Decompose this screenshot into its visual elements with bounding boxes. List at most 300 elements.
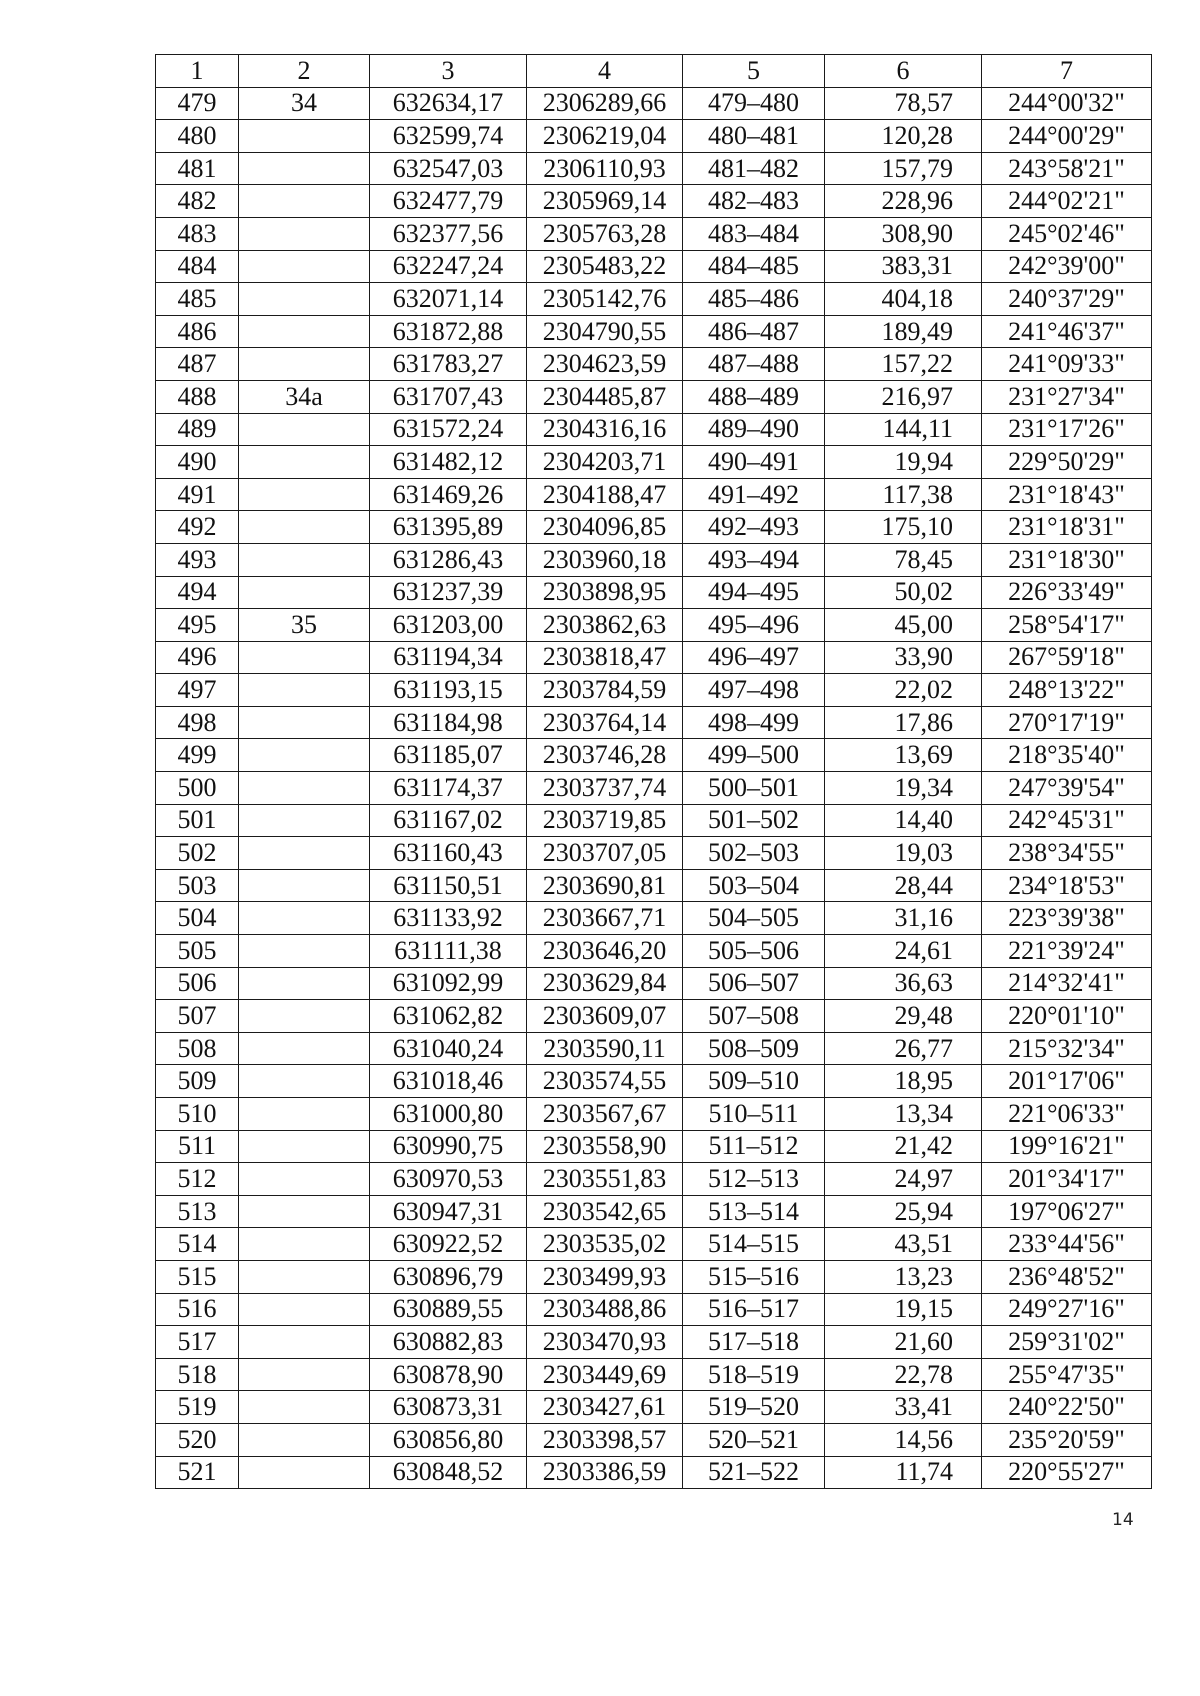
table-header-row	[156, 55, 1152, 88]
table-row	[156, 1032, 1152, 1065]
point-number-cell: 521	[156, 1456, 239, 1489]
y-coordinate-cell: 2304188,47	[527, 478, 683, 511]
bearing-cell: 248°13'22"	[982, 674, 1152, 707]
x-coordinate-cell: 631184,98	[370, 706, 527, 739]
table-row	[156, 152, 1152, 185]
table-row	[156, 1293, 1152, 1326]
table-row	[156, 609, 1152, 642]
bearing-cell: 220°55'27"	[982, 1456, 1152, 1489]
y-coordinate-cell: 2303707,05	[527, 837, 683, 870]
length-cell: 22,78	[825, 1358, 982, 1391]
length-cell: 25,94	[825, 1195, 982, 1228]
length-cell: 22,02	[825, 674, 982, 707]
page-number: 14	[1112, 1510, 1134, 1530]
bearing-cell: 241°09'33"	[982, 348, 1152, 381]
length-cell: 14,40	[825, 804, 982, 837]
y-coordinate-cell: 2303746,28	[527, 739, 683, 772]
bearing-cell: 255°47'35"	[982, 1358, 1152, 1391]
segment-cell: 504–505	[683, 902, 825, 935]
y-coordinate-cell: 2303719,85	[527, 804, 683, 837]
length-cell: 117,38	[825, 478, 982, 511]
bearing-cell: 240°22'50"	[982, 1391, 1152, 1424]
y-coordinate-cell: 2303862,63	[527, 609, 683, 642]
length-cell: 24,97	[825, 1163, 982, 1196]
length-cell: 19,03	[825, 837, 982, 870]
x-coordinate-cell: 632634,17	[370, 87, 527, 120]
y-coordinate-cell: 2304485,87	[527, 380, 683, 413]
y-coordinate-cell: 2303470,93	[527, 1326, 683, 1359]
segment-cell: 492–493	[683, 511, 825, 544]
header-cell-4: 4	[527, 55, 683, 88]
point-number-cell: 495	[156, 609, 239, 642]
table-row	[156, 739, 1152, 772]
x-coordinate-cell: 631193,15	[370, 674, 527, 707]
bearing-cell: 231°18'43"	[982, 478, 1152, 511]
table-row	[156, 413, 1152, 446]
bearing-cell: 215°32'34"	[982, 1032, 1152, 1065]
length-cell: 31,16	[825, 902, 982, 935]
section-number-cell	[239, 315, 370, 348]
point-number-cell: 485	[156, 283, 239, 316]
bearing-cell: 231°18'31"	[982, 511, 1152, 544]
length-cell: 29,48	[825, 1000, 982, 1033]
bearing-cell: 241°46'37"	[982, 315, 1152, 348]
point-number-cell: 487	[156, 348, 239, 381]
table-row	[156, 576, 1152, 609]
length-cell: 228,96	[825, 185, 982, 218]
bearing-cell: 245°02'46"	[982, 217, 1152, 250]
x-coordinate-cell: 632071,14	[370, 283, 527, 316]
y-coordinate-cell: 2304096,85	[527, 511, 683, 544]
point-number-cell: 516	[156, 1293, 239, 1326]
segment-cell: 501–502	[683, 804, 825, 837]
y-coordinate-cell: 2303567,67	[527, 1098, 683, 1131]
bearing-cell: 221°39'24"	[982, 935, 1152, 968]
header-cell-7: 7	[982, 55, 1152, 88]
point-number-cell: 482	[156, 185, 239, 218]
x-coordinate-cell: 631469,26	[370, 478, 527, 511]
y-coordinate-cell: 2305763,28	[527, 217, 683, 250]
segment-cell: 514–515	[683, 1228, 825, 1261]
length-cell: 19,34	[825, 772, 982, 805]
segment-cell: 520–521	[683, 1423, 825, 1456]
x-coordinate-cell: 631783,27	[370, 348, 527, 381]
x-coordinate-cell: 630889,55	[370, 1293, 527, 1326]
x-coordinate-cell: 630947,31	[370, 1195, 527, 1228]
section-number-cell	[239, 576, 370, 609]
segment-cell: 507–508	[683, 1000, 825, 1033]
segment-cell: 499–500	[683, 739, 825, 772]
segment-cell: 491–492	[683, 478, 825, 511]
x-coordinate-cell: 631062,82	[370, 1000, 527, 1033]
point-number-cell: 512	[156, 1163, 239, 1196]
segment-cell: 488–489	[683, 380, 825, 413]
table-row	[156, 967, 1152, 1000]
table-row	[156, 1098, 1152, 1131]
header-cell-5: 5	[683, 55, 825, 88]
segment-cell: 495–496	[683, 609, 825, 642]
point-number-cell: 507	[156, 1000, 239, 1033]
section-number-cell	[239, 1260, 370, 1293]
section-number-cell	[239, 1163, 370, 1196]
bearing-cell: 238°34'55"	[982, 837, 1152, 870]
segment-cell: 517–518	[683, 1326, 825, 1359]
point-number-cell: 515	[156, 1260, 239, 1293]
segment-cell: 486–487	[683, 315, 825, 348]
section-number-cell	[239, 1195, 370, 1228]
header-cell-3: 3	[370, 55, 527, 88]
section-number-cell	[239, 446, 370, 479]
section-number-cell	[239, 120, 370, 153]
table-row	[156, 1000, 1152, 1033]
section-number-cell	[239, 869, 370, 902]
y-coordinate-cell: 2303590,11	[527, 1032, 683, 1065]
length-cell: 33,41	[825, 1391, 982, 1424]
x-coordinate-cell: 630896,79	[370, 1260, 527, 1293]
x-coordinate-cell: 630922,52	[370, 1228, 527, 1261]
table-body	[156, 55, 1152, 1489]
section-number-cell	[239, 772, 370, 805]
section-number-cell	[239, 739, 370, 772]
x-coordinate-cell: 630848,52	[370, 1456, 527, 1489]
point-number-cell: 493	[156, 543, 239, 576]
y-coordinate-cell: 2303449,69	[527, 1358, 683, 1391]
table-row	[156, 120, 1152, 153]
length-cell: 17,86	[825, 706, 982, 739]
section-number-cell	[239, 1423, 370, 1456]
section-number-cell	[239, 641, 370, 674]
section-number-cell	[239, 1065, 370, 1098]
segment-cell: 496–497	[683, 641, 825, 674]
y-coordinate-cell: 2303898,95	[527, 576, 683, 609]
segment-cell: 487–488	[683, 348, 825, 381]
table-row	[156, 641, 1152, 674]
point-number-cell: 506	[156, 967, 239, 1000]
y-coordinate-cell: 2306110,93	[527, 152, 683, 185]
header-cell-2: 2	[239, 55, 370, 88]
x-coordinate-cell: 631286,43	[370, 543, 527, 576]
length-cell: 11,74	[825, 1456, 982, 1489]
section-number-cell	[239, 478, 370, 511]
length-cell: 120,28	[825, 120, 982, 153]
segment-cell: 490–491	[683, 446, 825, 479]
section-number-cell: 35	[239, 609, 370, 642]
bearing-cell: 267°59'18"	[982, 641, 1152, 674]
length-cell: 216,97	[825, 380, 982, 413]
table-row	[156, 902, 1152, 935]
x-coordinate-cell: 630990,75	[370, 1130, 527, 1163]
section-number-cell	[239, 1000, 370, 1033]
section-number-cell	[239, 185, 370, 218]
point-number-cell: 492	[156, 511, 239, 544]
length-cell: 189,49	[825, 315, 982, 348]
segment-cell: 480–481	[683, 120, 825, 153]
table-row	[156, 804, 1152, 837]
bearing-cell: 244°00'29"	[982, 120, 1152, 153]
point-number-cell: 504	[156, 902, 239, 935]
y-coordinate-cell: 2303386,59	[527, 1456, 683, 1489]
bearing-cell: 231°17'26"	[982, 413, 1152, 446]
point-number-cell: 510	[156, 1098, 239, 1131]
x-coordinate-cell: 631203,00	[370, 609, 527, 642]
bearing-cell: 235°20'59"	[982, 1423, 1152, 1456]
segment-cell: 481–482	[683, 152, 825, 185]
x-coordinate-cell: 630878,90	[370, 1358, 527, 1391]
point-number-cell: 501	[156, 804, 239, 837]
segment-cell: 509–510	[683, 1065, 825, 1098]
point-number-cell: 489	[156, 413, 239, 446]
length-cell: 33,90	[825, 641, 982, 674]
segment-cell: 515–516	[683, 1260, 825, 1293]
y-coordinate-cell: 2303960,18	[527, 543, 683, 576]
table-row	[156, 1065, 1152, 1098]
bearing-cell: 270°17'19"	[982, 706, 1152, 739]
x-coordinate-cell: 632377,56	[370, 217, 527, 250]
y-coordinate-cell: 2303499,93	[527, 1260, 683, 1293]
point-number-cell: 513	[156, 1195, 239, 1228]
segment-cell: 521–522	[683, 1456, 825, 1489]
table-row	[156, 283, 1152, 316]
point-number-cell: 496	[156, 641, 239, 674]
table-row	[156, 87, 1152, 120]
bearing-cell: 226°33'49"	[982, 576, 1152, 609]
length-cell: 157,22	[825, 348, 982, 381]
length-cell: 21,42	[825, 1130, 982, 1163]
section-number-cell	[239, 1456, 370, 1489]
segment-cell: 494–495	[683, 576, 825, 609]
length-cell: 78,45	[825, 543, 982, 576]
point-number-cell: 520	[156, 1423, 239, 1456]
bearing-cell: 231°18'30"	[982, 543, 1152, 576]
x-coordinate-cell: 631040,24	[370, 1032, 527, 1065]
length-cell: 24,61	[825, 935, 982, 968]
bearing-cell: 201°17'06"	[982, 1065, 1152, 1098]
bearing-cell: 244°00'32"	[982, 87, 1152, 120]
segment-cell: 508–509	[683, 1032, 825, 1065]
table-row	[156, 1163, 1152, 1196]
x-coordinate-cell: 632599,74	[370, 120, 527, 153]
point-number-cell: 480	[156, 120, 239, 153]
y-coordinate-cell: 2303784,59	[527, 674, 683, 707]
segment-cell: 484–485	[683, 250, 825, 283]
length-cell: 13,34	[825, 1098, 982, 1131]
length-cell: 144,11	[825, 413, 982, 446]
segment-cell: 502–503	[683, 837, 825, 870]
segment-cell: 485–486	[683, 283, 825, 316]
length-cell: 36,63	[825, 967, 982, 1000]
bearing-cell: 234°18'53"	[982, 869, 1152, 902]
table-row	[156, 935, 1152, 968]
point-number-cell: 491	[156, 478, 239, 511]
bearing-cell: 199°16'21"	[982, 1130, 1152, 1163]
x-coordinate-cell: 630970,53	[370, 1163, 527, 1196]
section-number-cell	[239, 1326, 370, 1359]
segment-cell: 513–514	[683, 1195, 825, 1228]
table-row	[156, 1456, 1152, 1489]
section-number-cell	[239, 543, 370, 576]
segment-cell: 483–484	[683, 217, 825, 250]
segment-cell: 498–499	[683, 706, 825, 739]
bearing-cell: 244°02'21"	[982, 185, 1152, 218]
length-cell: 19,94	[825, 446, 982, 479]
bearing-cell: 236°48'52"	[982, 1260, 1152, 1293]
x-coordinate-cell: 630873,31	[370, 1391, 527, 1424]
section-number-cell	[239, 348, 370, 381]
x-coordinate-cell: 631572,24	[370, 413, 527, 446]
section-number-cell	[239, 250, 370, 283]
section-number-cell	[239, 217, 370, 250]
length-cell: 308,90	[825, 217, 982, 250]
table-row	[156, 1358, 1152, 1391]
point-number-cell: 497	[156, 674, 239, 707]
point-number-cell: 499	[156, 739, 239, 772]
point-number-cell: 514	[156, 1228, 239, 1261]
table-row	[156, 772, 1152, 805]
length-cell: 43,51	[825, 1228, 982, 1261]
table-row	[156, 1195, 1152, 1228]
bearing-cell: 240°37'29"	[982, 283, 1152, 316]
section-number-cell	[239, 1098, 370, 1131]
length-cell: 404,18	[825, 283, 982, 316]
x-coordinate-cell: 631150,51	[370, 869, 527, 902]
section-number-cell: 34	[239, 87, 370, 120]
bearing-cell: 258°54'17"	[982, 609, 1152, 642]
point-number-cell: 511	[156, 1130, 239, 1163]
y-coordinate-cell: 2305969,14	[527, 185, 683, 218]
bearing-cell: 197°06'27"	[982, 1195, 1152, 1228]
segment-cell: 479–480	[683, 87, 825, 120]
point-number-cell: 498	[156, 706, 239, 739]
x-coordinate-cell: 631167,02	[370, 804, 527, 837]
point-number-cell: 509	[156, 1065, 239, 1098]
length-cell: 13,69	[825, 739, 982, 772]
x-coordinate-cell: 631395,89	[370, 511, 527, 544]
y-coordinate-cell: 2303690,81	[527, 869, 683, 902]
y-coordinate-cell: 2303609,07	[527, 1000, 683, 1033]
x-coordinate-cell: 631872,88	[370, 315, 527, 348]
section-number-cell	[239, 1391, 370, 1424]
x-coordinate-cell: 632547,03	[370, 152, 527, 185]
table-row	[156, 315, 1152, 348]
x-coordinate-cell: 631111,38	[370, 935, 527, 968]
bearing-cell: 242°45'31"	[982, 804, 1152, 837]
segment-cell: 506–507	[683, 967, 825, 1000]
point-number-cell: 490	[156, 446, 239, 479]
point-number-cell: 517	[156, 1326, 239, 1359]
x-coordinate-cell: 631000,80	[370, 1098, 527, 1131]
point-number-cell: 502	[156, 837, 239, 870]
y-coordinate-cell: 2304790,55	[527, 315, 683, 348]
section-number-cell	[239, 967, 370, 1000]
y-coordinate-cell: 2306289,66	[527, 87, 683, 120]
y-coordinate-cell: 2303542,65	[527, 1195, 683, 1228]
bearing-cell: 233°44'56"	[982, 1228, 1152, 1261]
length-cell: 13,23	[825, 1260, 982, 1293]
y-coordinate-cell: 2305142,76	[527, 283, 683, 316]
table-row	[156, 511, 1152, 544]
section-number-cell	[239, 674, 370, 707]
x-coordinate-cell: 632247,24	[370, 250, 527, 283]
segment-cell: 512–513	[683, 1163, 825, 1196]
y-coordinate-cell: 2303427,61	[527, 1391, 683, 1424]
y-coordinate-cell: 2305483,22	[527, 250, 683, 283]
table-row	[156, 1423, 1152, 1456]
point-number-cell: 483	[156, 217, 239, 250]
y-coordinate-cell: 2304316,16	[527, 413, 683, 446]
section-number-cell	[239, 1358, 370, 1391]
section-number-cell	[239, 706, 370, 739]
section-number-cell	[239, 1293, 370, 1326]
table-row	[156, 1391, 1152, 1424]
length-cell: 28,44	[825, 869, 982, 902]
table-row	[156, 674, 1152, 707]
length-cell: 383,31	[825, 250, 982, 283]
table-row	[156, 706, 1152, 739]
section-number-cell	[239, 935, 370, 968]
x-coordinate-cell: 631707,43	[370, 380, 527, 413]
bearing-cell: 220°01'10"	[982, 1000, 1152, 1033]
bearing-cell: 247°39'54"	[982, 772, 1152, 805]
section-number-cell	[239, 902, 370, 935]
y-coordinate-cell: 2306219,04	[527, 120, 683, 153]
segment-cell: 519–520	[683, 1391, 825, 1424]
table-row	[156, 478, 1152, 511]
length-cell: 78,57	[825, 87, 982, 120]
y-coordinate-cell: 2303818,47	[527, 641, 683, 674]
bearing-cell: 218°35'40"	[982, 739, 1152, 772]
point-number-cell: 508	[156, 1032, 239, 1065]
segment-cell: 511–512	[683, 1130, 825, 1163]
table-row	[156, 1130, 1152, 1163]
x-coordinate-cell: 631092,99	[370, 967, 527, 1000]
segment-cell: 497–498	[683, 674, 825, 707]
section-number-cell	[239, 837, 370, 870]
segment-cell: 505–506	[683, 935, 825, 968]
section-number-cell	[239, 283, 370, 316]
bearing-cell: 242°39'00"	[982, 250, 1152, 283]
point-number-cell: 518	[156, 1358, 239, 1391]
x-coordinate-cell: 631160,43	[370, 837, 527, 870]
y-coordinate-cell: 2303629,84	[527, 967, 683, 1000]
table-row	[156, 543, 1152, 576]
point-number-cell: 481	[156, 152, 239, 185]
length-cell: 14,56	[825, 1423, 982, 1456]
length-cell: 18,95	[825, 1065, 982, 1098]
section-number-cell	[239, 1130, 370, 1163]
table-row	[156, 1260, 1152, 1293]
y-coordinate-cell: 2303646,20	[527, 935, 683, 968]
bearing-cell: 221°06'33"	[982, 1098, 1152, 1131]
y-coordinate-cell: 2303551,83	[527, 1163, 683, 1196]
x-coordinate-cell: 631194,34	[370, 641, 527, 674]
x-coordinate-cell: 631174,37	[370, 772, 527, 805]
bearing-cell: 249°27'16"	[982, 1293, 1152, 1326]
point-number-cell: 500	[156, 772, 239, 805]
length-cell: 157,79	[825, 152, 982, 185]
point-number-cell: 494	[156, 576, 239, 609]
bearing-cell: 259°31'02"	[982, 1326, 1152, 1359]
x-coordinate-cell: 631482,12	[370, 446, 527, 479]
section-number-cell: 34a	[239, 380, 370, 413]
segment-cell: 482–483	[683, 185, 825, 218]
segment-cell: 510–511	[683, 1098, 825, 1131]
section-number-cell	[239, 804, 370, 837]
segment-cell: 503–504	[683, 869, 825, 902]
y-coordinate-cell: 2303764,14	[527, 706, 683, 739]
table-row	[156, 217, 1152, 250]
x-coordinate-cell: 631185,07	[370, 739, 527, 772]
coordinates-table	[155, 54, 1152, 1489]
